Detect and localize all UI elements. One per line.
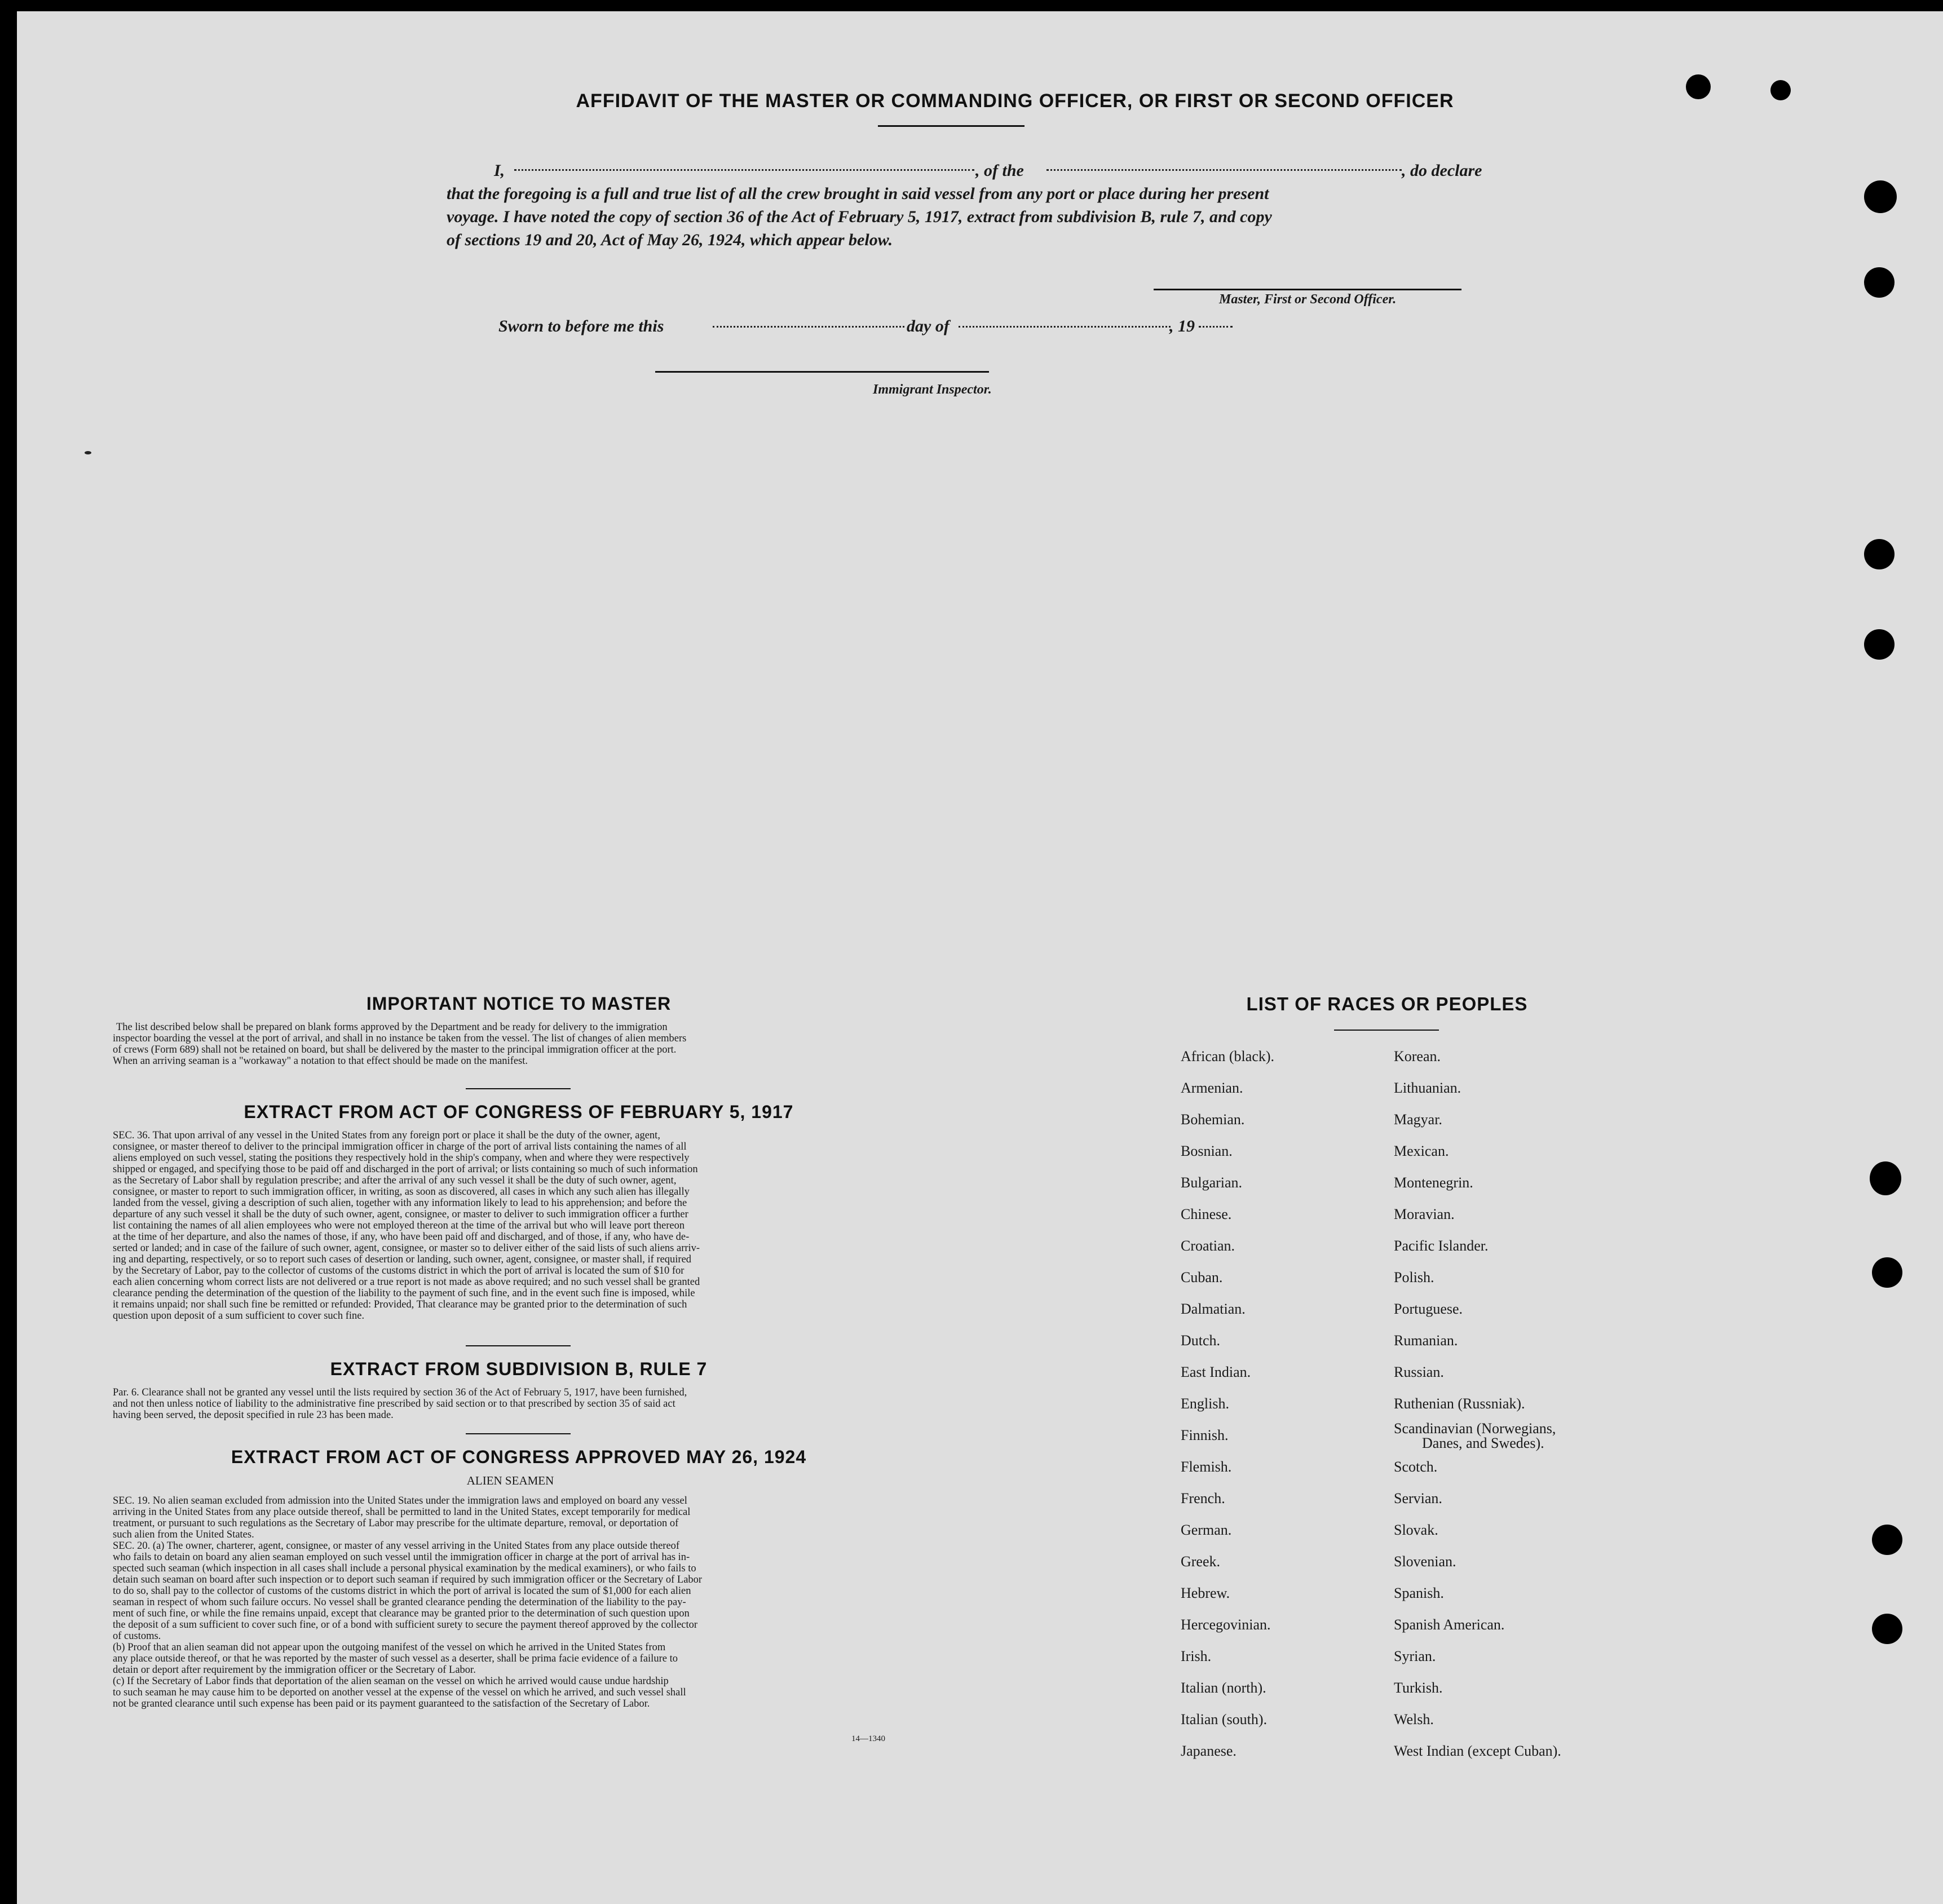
race-item: Flemish.: [1181, 1459, 1232, 1475]
race-item: Moravian.: [1394, 1206, 1455, 1222]
extract-line: the deposit of a sum sufficient to cover such fine, or of a bond with sufficient surety to secure the payment thereof approved by the collector: [113, 1619, 698, 1631]
race-item: Montenegrin.: [1394, 1174, 1473, 1191]
extract-line: treatment, or pursuant to such regulations as the Secretary of Labor may prescribe for the ultimate departure, removal, or deportation of: [113, 1518, 679, 1529]
extract-1924-text: [113, 1495, 908, 1709]
race-item: Cuban.: [1181, 1269, 1223, 1285]
extract-line: spected such seaman (which inspection in all cases shall include a personal physical examination by the medical examiners), or who fails to: [113, 1563, 696, 1574]
race-item-continued: Danes, and Swedes).: [1422, 1435, 1544, 1451]
race-item: French.: [1181, 1490, 1225, 1507]
race-item: Spanish American.: [1394, 1616, 1505, 1633]
race-item: Italian (south).: [1181, 1711, 1268, 1728]
race-item: Irish.: [1181, 1648, 1212, 1664]
race-item: Spanish.: [1394, 1585, 1444, 1601]
extract-line: at the time of her departure, and also the names of those, if any, who have been paid off and discharged, and of those, if any, who have de-: [113, 1231, 690, 1243]
sworn-year-blank: [1199, 326, 1233, 328]
extract-line: SEC. 19. No alien seaman excluded from admission into the United States under the immigration laws and employed on board any vessel: [113, 1495, 687, 1507]
extract-line: consignee, or master to report to such immigration officer, in writing, as soon as discovered, all cases in which any such alien has illegally: [113, 1186, 690, 1198]
alien-seamen-subtitle: ALIEN SEAMEN: [466, 1474, 554, 1487]
punch-hole: [1872, 1257, 1902, 1288]
race-item: Pacific Islander.: [1394, 1238, 1489, 1254]
race-item: West Indian (except Cuban).: [1394, 1743, 1561, 1759]
extract-line: to do so, shall pay to the collector of customs of the customs district in which the port of arrival is located the sum of $1,000 for each alien: [113, 1585, 691, 1597]
extract-line: ment of such fine, or while the fine remains unpaid, except that clearance may be granted prior to the determination of such question upon: [113, 1608, 690, 1619]
race-item: Servian.: [1394, 1490, 1442, 1507]
race-item: Hebrew.: [1181, 1585, 1230, 1601]
extract-1924-title: EXTRACT FROM ACT OF CONGRESS APPROVED MAY 26, 1924: [231, 1447, 807, 1467]
speck: [85, 451, 91, 454]
extract-line: (c) If the Secretary of Labor finds that deportation of the alien seaman on the vessel on which he arrived would cause undue hardship: [113, 1676, 669, 1687]
race-item: Bulgarian.: [1181, 1174, 1243, 1191]
sworn-month-blank: [959, 326, 1171, 328]
extract-1917-text: [113, 1130, 908, 1322]
race-item: Bohemian.: [1181, 1111, 1245, 1128]
extract-line: consignee, or master thereof to deliver to the principal immigration officer in charge of the port of arrival lists containing the names of all: [113, 1141, 687, 1152]
notice-divider: [466, 1088, 571, 1089]
notice-line: of crews (Form 689) shall not be retained on board, but shall be delivered by the master to the principal immigration officer at the port.: [113, 1044, 677, 1055]
extract-line: not be granted clearance until such expense has been paid or its payment guaranteed to the satisfaction of the Secretary of Labor.: [113, 1698, 650, 1709]
race-item: Scotch.: [1394, 1459, 1438, 1475]
affidavit-line-3: voyage. I have noted the copy of section 36 of the Act of February 5, 1917, extract from subdivision B, rule 7, and copy: [447, 207, 1272, 226]
master-signature-line: [1154, 289, 1461, 290]
extract-line: ing and departing, respectively, or so to report such cases of desertion or landing, such owner, agent, consignee, or master shall, if required: [113, 1254, 692, 1265]
master-signature-label: Master, First or Second Officer.: [1219, 292, 1397, 307]
extract-1917-title: EXTRACT FROM ACT OF CONGRESS OF FEBRUARY 5, 1917: [244, 1102, 794, 1122]
extract-rule7-divider: [466, 1433, 571, 1434]
notice-text: [113, 1022, 908, 1067]
extract-line: SEC. 36. That upon arrival of any vessel in the United States from any foreign port or place it shall be the duty of the owner, agent,: [113, 1130, 660, 1141]
affidavit-line-4: of sections 19 and 20, Act of May 26, 1924, which appear below.: [447, 231, 893, 249]
extract-line: it remains unpaid; nor shall such fine be remitted or refunded: Provided, That clearance may be granted prior to the determination of such: [113, 1299, 687, 1310]
extract-line: Par. 6. Clearance shall not be granted any vessel until the lists required by section 36 of the Act of February 5, 1917, have been furnished,: [113, 1387, 687, 1398]
affidavit-of-the: , of the: [975, 161, 1024, 180]
punch-hole: [1872, 1525, 1902, 1555]
extract-line: detain or deport after requirement by the immigration officer or the Secretary of Labor.: [113, 1664, 476, 1676]
race-item: English.: [1181, 1395, 1229, 1412]
race-item: Russian.: [1394, 1364, 1444, 1380]
notice-title: IMPORTANT NOTICE TO MASTER: [366, 993, 672, 1014]
race-item: Rumanian.: [1394, 1332, 1458, 1349]
punch-hole: [1686, 74, 1711, 99]
extract-line: landed from the vessel, giving a description of such alien, together with any information likely to lead to his apprehension; and before the: [113, 1198, 687, 1209]
race-item: Mexican.: [1394, 1143, 1449, 1159]
extract-line: (b) Proof that an alien seaman did not appear upon the outgoing manifest of the vessel on which he arrived in the United States from: [113, 1642, 666, 1653]
name-blank: [514, 169, 974, 171]
punch-hole: [1872, 1614, 1902, 1644]
race-item: Italian (north).: [1181, 1680, 1266, 1696]
race-item: Syrian.: [1394, 1648, 1436, 1664]
race-item: Slovak.: [1394, 1522, 1438, 1538]
race-item: Chinese.: [1181, 1206, 1232, 1222]
races-title: LIST OF RACES OR PEOPLES: [1246, 993, 1528, 1014]
race-item: Dutch.: [1181, 1332, 1221, 1349]
extract-line: serted or landed; and in case of the failure of such owner, agent, consignee, or master so to deliver either of the said lists of such aliens arriv-: [113, 1243, 700, 1254]
sworn-prefix: Sworn to before me this: [498, 317, 664, 335]
punch-hole: [1770, 80, 1791, 100]
extract-line: question upon deposit of a sum sufficient to cover such fine.: [113, 1310, 365, 1322]
race-item: Magyar.: [1394, 1111, 1442, 1128]
extract-line: of customs.: [113, 1631, 161, 1642]
extract-rule7-title: EXTRACT FROM SUBDIVISION B, RULE 7: [330, 1359, 708, 1379]
extract-line: by the Secretary of Labor, pay to the collector of customs of the customs district in which the port of arrival is located the sum of $10 for: [113, 1265, 685, 1276]
race-item: Japanese.: [1181, 1743, 1237, 1759]
race-item: Hercegovinian.: [1181, 1616, 1271, 1633]
vessel-blank: [1046, 169, 1402, 171]
race-item: Dalmatian.: [1181, 1301, 1246, 1317]
extract-line: to such seaman he may cause him to be deported on another vessel at the expense of the vessel on which he arrived, and such vessel shall: [113, 1687, 686, 1698]
race-item: German.: [1181, 1522, 1232, 1538]
extract-line: aliens employed on such vessel, stating the positions they respectively hold in the ship's company, when and where they were respectively: [113, 1152, 690, 1164]
race-item: Bosnian.: [1181, 1143, 1233, 1159]
notice-line: The list described below shall be prepared on blank forms approved by the Department and be ready for delivery to the immigration: [116, 1022, 668, 1033]
race-item: Lithuanian.: [1394, 1080, 1461, 1096]
form-number: 14—1340: [851, 1734, 885, 1743]
race-item: Portuguese.: [1394, 1301, 1463, 1317]
affidavit-i: I,: [494, 161, 505, 180]
race-item: Turkish.: [1394, 1680, 1443, 1696]
title-underline: [878, 125, 1025, 127]
notice-line: When an arriving seaman is a "workaway" a notation to that effect should be made on the manifest.: [113, 1055, 528, 1067]
sworn-day-blank: [713, 326, 904, 328]
extract-line: each alien concerning whom correct lists are not delivered or a true report is not made as above required; and no such vessel shall be granted: [113, 1276, 700, 1288]
affidavit-do-declare: , do declare: [1402, 161, 1482, 180]
inspector-label: Immigrant Inspector.: [873, 382, 992, 397]
extract-1917-divider: [466, 1345, 571, 1346]
race-item: Welsh.: [1394, 1711, 1434, 1728]
race-item: Greek.: [1181, 1553, 1221, 1570]
race-item: Polish.: [1394, 1269, 1434, 1285]
extract-line: list containing the names of all alien employees who were not employed thereon at the time of the arrival but who will leave port thereon: [113, 1220, 685, 1231]
extract-line: seaman in respect of whom such failure occurs. No vessel shall be granted clearance pending the determination of the liability to the pay-: [113, 1597, 686, 1608]
extract-line: clearance pending the determination of the question of the liability to the payment of such fine, and in the event such fine is imposed, while: [113, 1288, 695, 1299]
race-item: Ruthenian (Russniak).: [1394, 1395, 1525, 1412]
races-title-underline: [1334, 1030, 1439, 1031]
extract-line: shipped or engaged, and specifying those to be paid off and discharged in the port of arrival; or lists containing so much of such information: [113, 1164, 698, 1175]
extract-rule7-text: [113, 1387, 908, 1421]
punch-hole: [1864, 267, 1895, 298]
extract-line: detain such seaman on board after such inspection or to deport such seaman if required by such immigration officer or the Secretary of Labor: [113, 1574, 703, 1585]
race-item: African (black).: [1181, 1048, 1275, 1064]
race-item: Scandinavian (Norwegians,: [1394, 1420, 1556, 1437]
punch-hole: [1870, 1161, 1901, 1195]
inspector-signature-line: [655, 371, 989, 373]
sworn-day-of: day of: [907, 317, 950, 335]
notice-line: inspector boarding the vessel at the port of arrival, and shall in no instance be taken from the vessel. The list of changes of alien members: [113, 1033, 687, 1044]
race-item: East Indian.: [1181, 1364, 1251, 1380]
punch-hole: [1864, 539, 1895, 569]
affidavit-line-2: that the foregoing is a full and true list of all the crew brought in said vessel from any port or place during her present: [447, 184, 1269, 203]
extract-line: arriving in the United States from any place outside thereof, shall be permitted to land in the United States, except temporarily for medical: [113, 1507, 691, 1518]
sworn-year: , 19: [1169, 317, 1195, 335]
race-item: Croatian.: [1181, 1238, 1235, 1254]
race-item: Slovenian.: [1394, 1553, 1456, 1570]
extract-line: as the Secretary of Labor shall by regulation prescribe; and after the arrival of any such vessel it shall be the duty of such owner, agent,: [113, 1175, 677, 1186]
extract-line: such alien from the United States.: [113, 1529, 254, 1540]
extract-line: who fails to detain on board any alien seaman employed on such vessel until the immigration officer in charge at the port of arrival has in-: [113, 1552, 690, 1563]
extract-line: and not then unless notice of liability to the administrative fine prescribed by said section or to that prescribed by section 35 of said act: [113, 1398, 675, 1410]
race-item: Korean.: [1394, 1048, 1441, 1064]
race-item: Finnish.: [1181, 1427, 1229, 1443]
extract-line: having been served, the deposit specified in rule 23 has been made.: [113, 1410, 394, 1421]
extract-line: any place outside thereof, or that he was reported by the master of such vessel as a deserter, shall be prima facie evidence of a failure to: [113, 1653, 678, 1664]
extract-line: departure of any such vessel it shall be the duty of such owner, agent, consignee, or master to deliver to such immigration officer a further: [113, 1209, 688, 1220]
race-item: Armenian.: [1181, 1080, 1243, 1096]
punch-hole: [1864, 180, 1897, 213]
affidavit-title: AFFIDAVIT OF THE MASTER OR COMMANDING OFFICER, OR FIRST OR SECOND OFFICER: [576, 90, 1454, 112]
extract-line: SEC. 20. (a) The owner, charterer, agent, consignee, or master of any vessel arriving in the United States from any place outside thereof: [113, 1540, 680, 1552]
punch-hole: [1864, 629, 1895, 660]
